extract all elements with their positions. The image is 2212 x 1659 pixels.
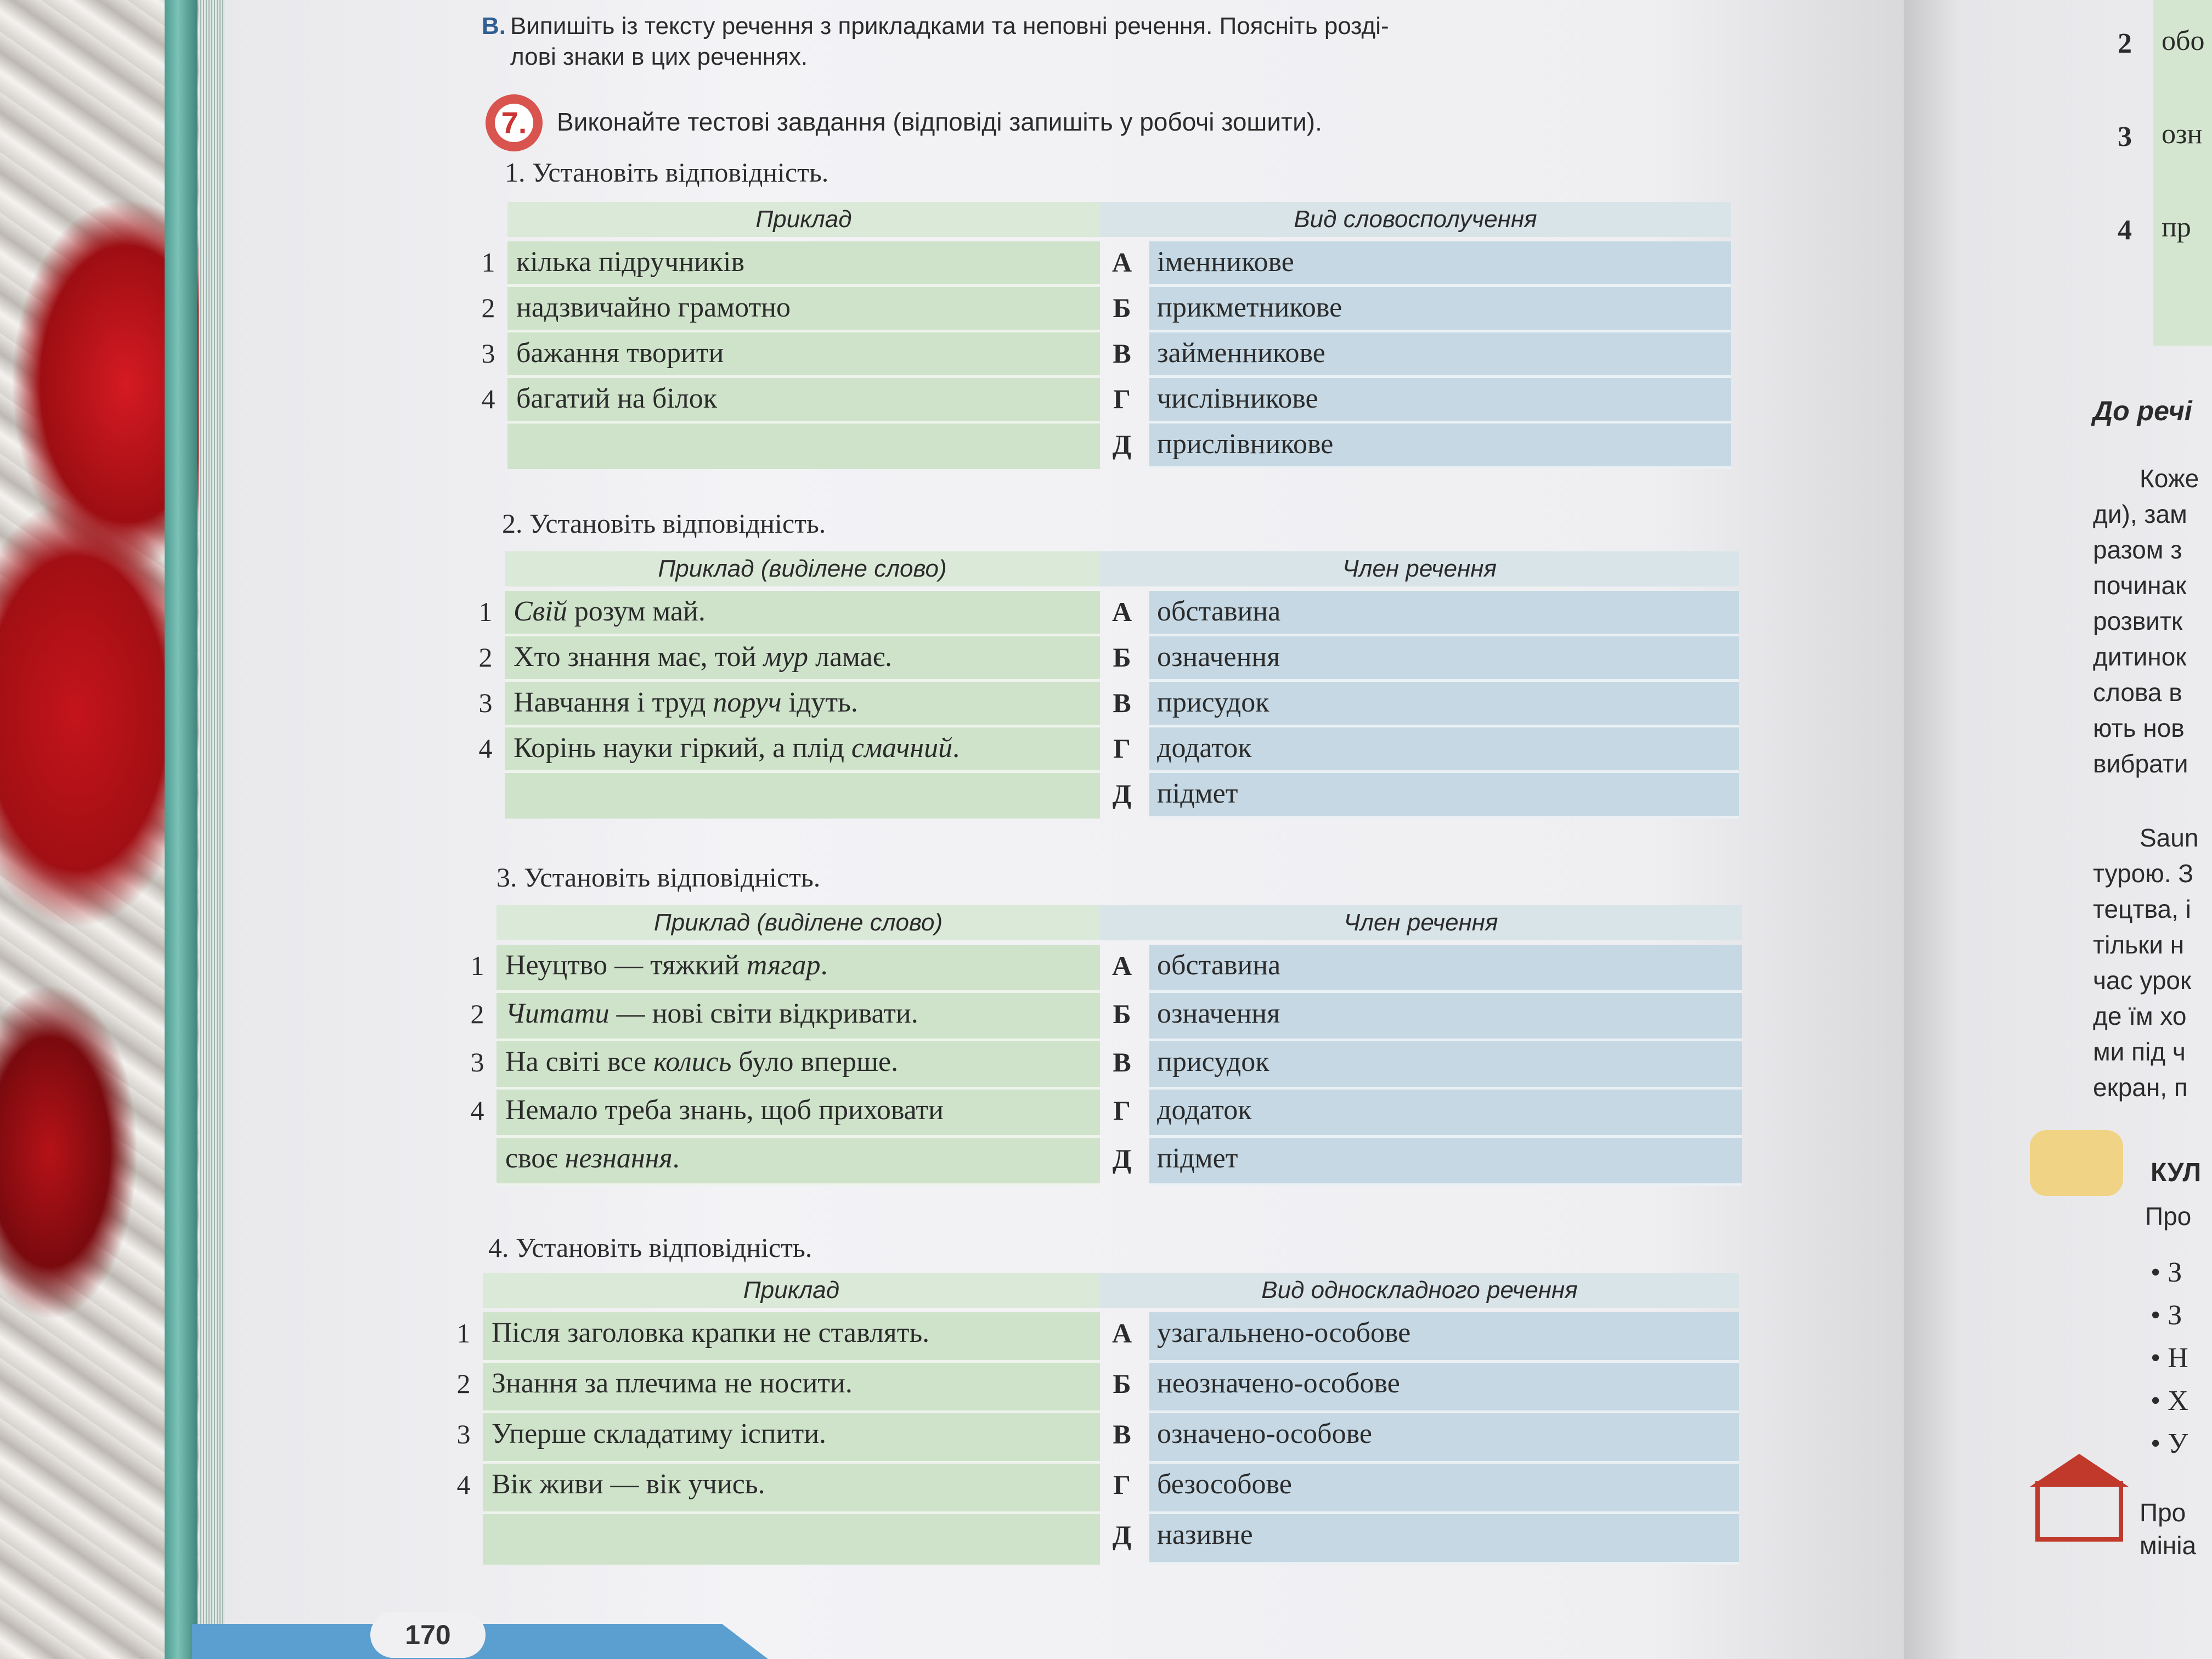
example-text [505, 636, 1100, 682]
task-b-line1: Випишіть із тексту речення з прикладками та неповні речення. Поясніть розді- [510, 13, 1389, 40]
example-text-plain: . [952, 732, 960, 764]
example-text-plain: ідуть. [781, 687, 858, 718]
roof-icon [2030, 1454, 2129, 1487]
example-text [505, 727, 1100, 773]
answer-letter: А [1111, 1318, 1132, 1348]
example-text-plain: було вперше. [731, 1046, 899, 1077]
house-icon [2035, 1481, 2123, 1542]
answer-letter: Б [1113, 998, 1131, 1029]
right-page-line: де їм хо [2093, 1002, 2187, 1030]
right-page-number: 2 [2118, 28, 2132, 59]
answer-letter: В [1113, 1047, 1131, 1077]
task-7-text: Виконайте тестові завдання (відповіді запишіть у робочі зошити). [557, 108, 1322, 136]
example-number: 4 [470, 1095, 484, 1126]
answer-option: обставина [1149, 945, 1742, 993]
task-b-line2: лові знаки в цих реченнях. [510, 43, 808, 70]
right-page-line: тільки н [2093, 930, 2185, 959]
right-page-line: слова в [2093, 678, 2182, 707]
answer-option: присудок [1149, 1041, 1742, 1090]
example-text [507, 332, 1100, 378]
test-3-title: 3. Установіть відповідність. [496, 862, 821, 893]
example-text-plain: бажання творити [516, 337, 724, 369]
answer-letter: Д [1112, 1520, 1132, 1550]
answer-letter: Д [1112, 778, 1132, 809]
test-4-title: 4. Установіть відповідність. [488, 1232, 812, 1263]
example-text-plain: багатий на білок [516, 383, 718, 414]
example-text [483, 1363, 1100, 1413]
example-text [496, 1138, 1100, 1186]
highlighted-word: смачний [851, 732, 953, 764]
answer-letter: В [1113, 1419, 1131, 1449]
example-text-plain: Уперше складатиму іспити. [492, 1418, 827, 1449]
example-text-plain: Неуцтво — тяжкий [505, 950, 747, 981]
answer-letter: В [1113, 687, 1131, 718]
example-text [483, 1464, 1100, 1514]
answer-option: присудок [1149, 682, 1739, 727]
example-text-plain: ламає. [808, 641, 893, 673]
right-page-line: ють нов [2093, 714, 2185, 742]
right-page-line: разом з [2093, 535, 2182, 564]
example-text [507, 287, 1100, 332]
bullet-item: • З [2151, 1300, 2182, 1331]
scroll-icon [2030, 1130, 2123, 1196]
test-1-left-header: Приклад [507, 202, 1100, 237]
highlighted-word: незнання [565, 1143, 673, 1174]
answer-option: іменникове [1149, 241, 1731, 287]
example-text-plain: Корінь науки гіркий, а плід [514, 732, 851, 764]
test-4-right-header: Вид односкладного речення [1100, 1273, 1739, 1308]
example-text-plain: Навчання і труд [514, 687, 713, 718]
example-number: 4 [478, 733, 493, 764]
answer-letter: Б [1113, 292, 1131, 323]
example-text-plain: Вік живи — вік учись. [492, 1469, 765, 1500]
answer-letter: Г [1113, 1469, 1131, 1500]
answer-option: підмет [1149, 1138, 1742, 1186]
answer-letter: Б [1113, 642, 1131, 673]
test-2-right-header: Член речення [1100, 551, 1739, 586]
example-number: 1 [470, 950, 484, 981]
answer-option: прислівникове [1149, 424, 1731, 469]
answer-option: називне [1149, 1514, 1739, 1565]
example-text [507, 378, 1100, 424]
example-number: 2 [470, 998, 484, 1029]
right-page-number: 4 [2118, 215, 2132, 246]
right-page-word: пр [2162, 212, 2191, 243]
task-7-badge [486, 94, 543, 151]
example-number: 2 [478, 642, 493, 673]
right-page-line: тецтва, і [2093, 895, 2191, 923]
example-text-plain: . [820, 950, 828, 981]
page-number: 170 [370, 1612, 486, 1658]
right-page-line: мініа [2140, 1531, 2197, 1560]
answer-letter: Г [1113, 383, 1131, 414]
example-text [483, 1413, 1100, 1464]
answer-letter: А [1111, 596, 1132, 627]
example-text [483, 1312, 1100, 1363]
answer-option: означено-особове [1149, 1413, 1739, 1464]
test-3-right-header: Член речення [1100, 905, 1742, 940]
example-number: 3 [478, 687, 493, 718]
example-number: 4 [456, 1469, 471, 1500]
answer-option: обставина [1149, 591, 1739, 636]
example-number: 1 [478, 596, 493, 627]
right-page-line: ди), зам [2093, 500, 2187, 528]
highlighted-word: Читати [505, 998, 610, 1029]
right-page-line: вибрати [2093, 749, 2188, 778]
answer-option: безособове [1149, 1464, 1739, 1514]
right-page-line: час урок [2093, 966, 2192, 995]
example-text-plain: розум май. [567, 596, 706, 627]
answer-letter: А [1111, 247, 1132, 278]
page-edges [199, 0, 226, 1659]
right-page-line: ми під ч [2093, 1037, 2186, 1066]
answer-letter: Д [1112, 429, 1132, 460]
answer-letter: Г [1113, 733, 1131, 764]
example-number: 3 [481, 338, 495, 369]
test-2-title: 2. Установіть відповідність. [502, 508, 826, 539]
answer-option: неозначено-особове [1149, 1363, 1739, 1413]
example-text [505, 591, 1100, 636]
answer-letter: Б [1113, 1368, 1131, 1399]
example-text-plain: На світі все [505, 1046, 653, 1077]
task-7-number: 7. [495, 104, 533, 142]
example-text-plain: надзвичайно грамотно [516, 292, 791, 323]
task-b [482, 11, 1629, 72]
example-text [496, 1041, 1100, 1090]
example-text [496, 1090, 1100, 1138]
example-text-plain: . [672, 1143, 680, 1174]
right-page-line: Про [2140, 1498, 2186, 1527]
bullet-item: • З [2151, 1257, 2182, 1288]
culture-heading: КУЛ [2151, 1158, 2202, 1187]
right-page-word: озн [2162, 119, 2203, 150]
answer-option: підмет [1149, 773, 1739, 819]
highlighted-word: поруч [713, 687, 782, 718]
answer-option: додаток [1149, 727, 1739, 773]
example-text [505, 682, 1100, 727]
highlighted-word: тягар [746, 950, 821, 981]
answer-letter: В [1113, 338, 1131, 369]
right-page-line: Saun [2140, 823, 2199, 852]
example-number: 3 [456, 1419, 471, 1449]
answer-option: числівникове [1149, 378, 1731, 424]
example-text [507, 241, 1100, 287]
example-text [496, 945, 1100, 993]
highlighted-word: мур [763, 641, 809, 673]
right-page-word: обо [2162, 25, 2205, 57]
example-text-plain: Немало треба знань, щоб приховати [505, 1094, 944, 1126]
example-text [496, 993, 1100, 1041]
task-b-label: В. [482, 13, 506, 40]
example-text-plain: Хто знання має, той [514, 641, 764, 673]
right-page-line: турою. З [2093, 859, 2194, 888]
example-text-plain: Після заголовка крапки не ставлять. [492, 1317, 930, 1348]
example-text-plain: Знання за плечима не носити. [492, 1368, 853, 1399]
right-page-line: розвитк [2093, 607, 2183, 635]
book-cover-edge [165, 0, 198, 1659]
highlighted-word: Свій [514, 596, 567, 627]
example-number: 4 [481, 383, 495, 414]
bullet-item: • Х [2151, 1385, 2188, 1417]
example-number: 2 [481, 292, 495, 323]
bullet-item: • Н [2151, 1342, 2188, 1374]
test-4-left-header: Приклад [483, 1273, 1100, 1308]
test-1-right-header: Вид словосполучення [1100, 202, 1731, 237]
answer-option: означення [1149, 993, 1742, 1041]
answer-letter: Д [1112, 1143, 1132, 1174]
example-text-plain: своє [505, 1143, 565, 1174]
answer-option: узагальнено-особове [1149, 1312, 1739, 1363]
test-1-title: 1. Установіть відповідність. [505, 157, 829, 188]
bullet-item: • У [2151, 1428, 2188, 1459]
right-page-number: 3 [2118, 121, 2132, 153]
example-number: 1 [481, 247, 495, 278]
example-number: 2 [456, 1368, 471, 1399]
right-page-line: екран, п [2093, 1073, 2188, 1102]
example-number: 3 [470, 1047, 484, 1077]
answer-letter: А [1111, 950, 1132, 981]
highlighted-word: колись [653, 1046, 732, 1077]
example-number: 1 [456, 1318, 471, 1348]
example-text-plain: — нові світи відкривати. [609, 998, 918, 1029]
right-page-line: Коже [2140, 464, 2199, 493]
test-2-left-header: Приклад (виділене слово) [505, 551, 1100, 586]
example-text-plain: кілька підручників [516, 246, 745, 278]
answer-option: додаток [1149, 1090, 1742, 1138]
right-page-line: починак [2093, 571, 2187, 600]
answer-letter: Г [1113, 1095, 1131, 1126]
answer-option: прикметникове [1149, 287, 1731, 332]
answer-option: займенникове [1149, 332, 1731, 378]
culture-subtext: Про [2145, 1202, 2192, 1231]
right-page-line: дитинок [2093, 642, 2187, 671]
right-page-heading: До речі [2093, 396, 2192, 426]
answer-option: означення [1149, 636, 1739, 682]
test-3-left-header: Приклад (виділене слово) [496, 905, 1100, 940]
